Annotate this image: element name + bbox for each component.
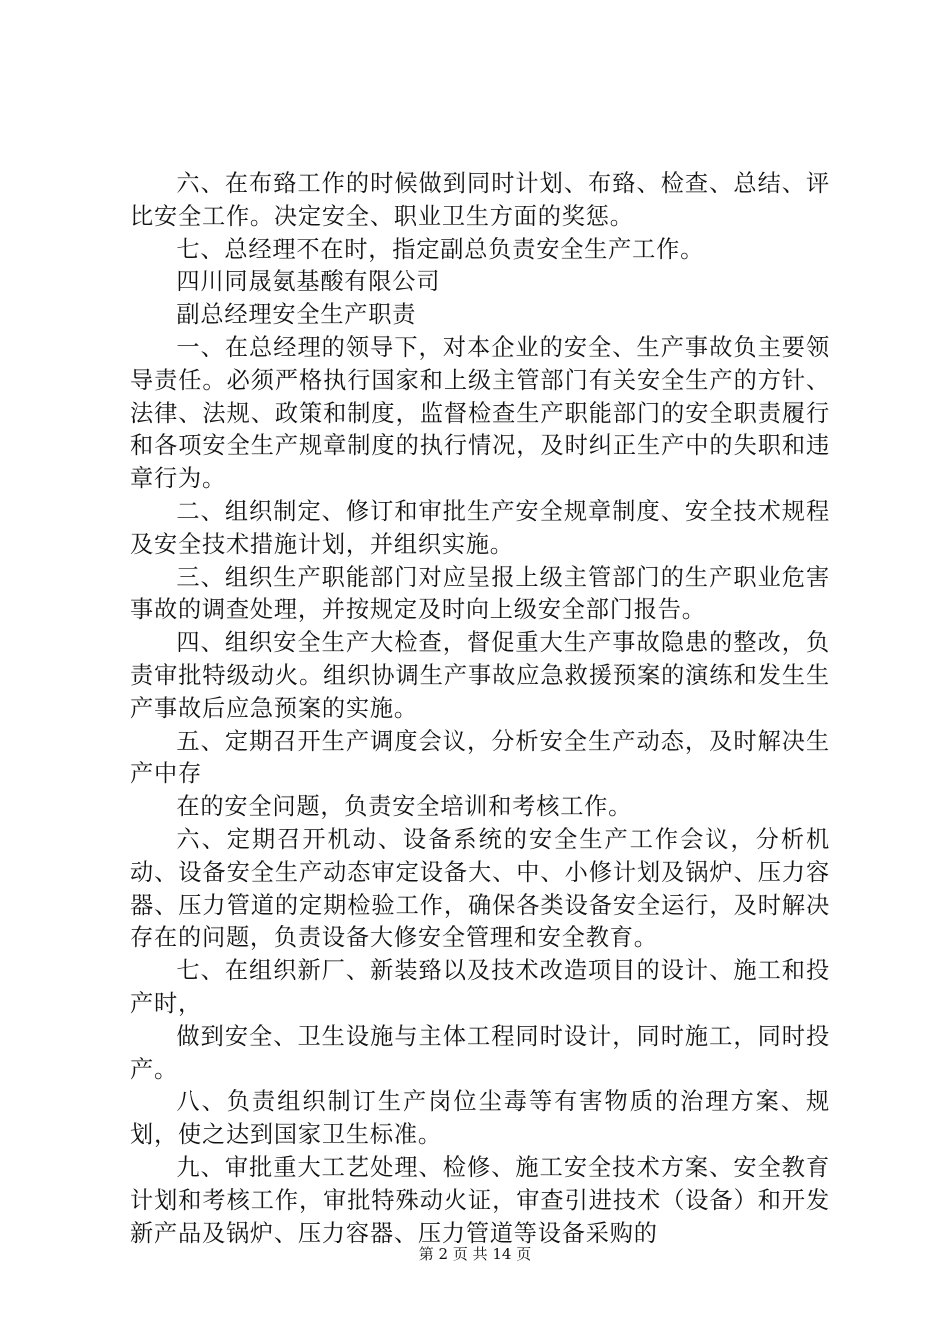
paragraph-13: 做到安全、卫生设施与主体工程同时设计，同时施工，同时投产。 [130,1022,830,1083]
paragraph-9: 五、定期召开生产调度会议，分析安全生产动态，及时解决生产中存 [130,727,830,788]
company-name: 四川同晟氨基酸有限公司 [176,268,441,296]
paragraph-10: 在的安全问题，负责安全培训和考核工作。 [176,793,633,821]
page-number-footer: 第 2 页 共 14 页 [418,1245,532,1263]
section-title: 副总经理安全生产职责 [176,301,417,329]
paragraph-6: 二、组织制定、修订和审批生产安全规章制度、安全技术规程及安全技术措施计划，并组织实施。 [130,497,830,558]
paragraph-7: 三、组织生产职能部门对应呈报上级主管部门的生产职业危害事故的调查处理，并按规定及时向上级安全部门报告。 [130,563,830,624]
paragraph-8: 四、组织安全生产大检查，督促重大生产事故隐患的整改，负责审批特级动火。组织协调生产事故应急救援预案的演练和发生生产事故后应急预案的实施。 [130,629,830,722]
paragraph-5: 一、在总经理的领导下，对本企业的安全、生产事故负主要领导责任。必须严格执行国家和上级主管部门有关安全生产的方针、法律、法规、政策和制度，监督检查生产职能部门的安全职责履行和各项安全生产规章制度的执行情况，及时纠正生产中的失职和违章行为。 [130,333,830,493]
paragraph-12: 七、在组织新厂、新装臵以及技术改造项目的设计、施工和投产时， [130,957,830,1017]
paragraph-2: 七、总经理不在时，指定副总负责安全生产工作。 [176,235,705,263]
paragraph-14: 八、负责组织制订生产岗位尘毒等有害物质的治理方案、规划，使之达到国家卫生标准。 [130,1088,830,1149]
document-body [130,168,830,1250]
paragraph-1: 六、在布臵工作的时候做到同时计划、布臵、检查、总结、评比安全工作。决定安全、职业卫生方面的奖惩。 [130,170,830,230]
paragraph-15: 九、审批重大工艺处理、检修、施工安全技术方案、安全教育计划和考核工作，审批特殊动火证，审查引进技术（设备）和开发新产品及锅炉、压力容器、压力管道等设备采购的 [130,1153,830,1247]
paragraph-11: 六、定期召开机动、设备系统的安全生产工作会议，分析机动、设备安全生产动态审定设备大、中、小修计划及锅炉、压力容器、压力管道的定期检验工作，确保各类设备安全运行，及时解决存在的问题，负责设备大修安全管理和安全教育。 [130,825,830,952]
